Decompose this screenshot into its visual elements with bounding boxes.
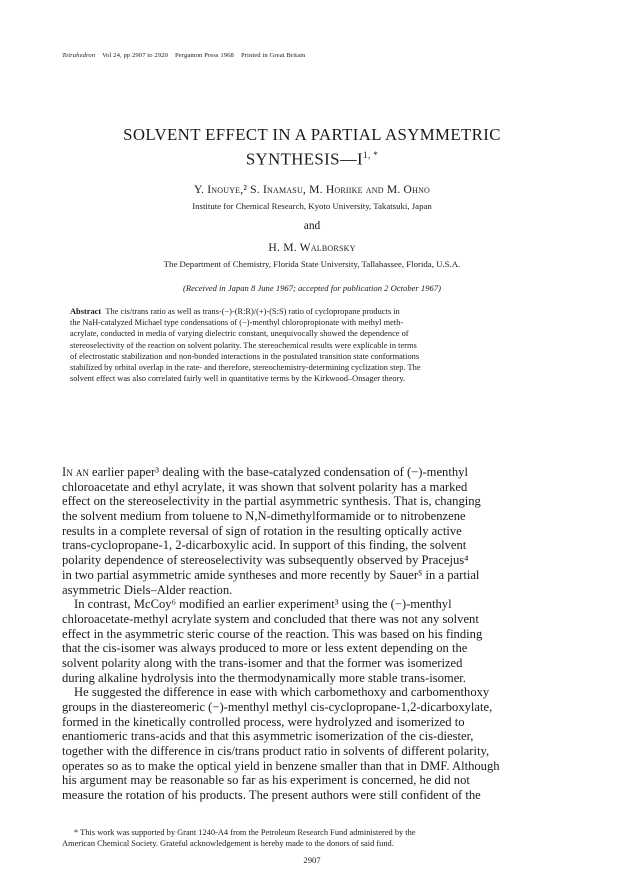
author-list-1: Y. Inouye,² S. Inamasu, M. Horiike and M. Ohno — [193, 183, 431, 196]
body-line: in two partial asymmetric amide syntheses and more recently by Sauer⁵ in a partial — [62, 567, 480, 582]
body-line: In contrast, McCoy⁶ modified an earlier experiment³ using the (−)-menthyl — [74, 597, 452, 612]
abstract-line-text: The cis/trans ratio as well as trans-(−)-(R:R)/(+)-(S:S) ratio of cyclopropane products in — [105, 307, 400, 316]
body-line: chloroacetate and ethyl acrylate, it was shown that solvent polarity has a marked — [62, 479, 468, 494]
body-line: polarity dependence of stereoselectivity was subsequently observed by Pracejus⁴ — [62, 553, 469, 568]
body-line: his argument may be reasonable so far as his experiment is concerned, he did not — [62, 773, 470, 788]
title-line-1: SOLVENT EFFECT IN A PARTIAL ASYMMETRIC — [123, 125, 501, 144]
title-line-2 — [60, 145, 564, 170]
abstract-line: acrylate, conducted in media of varying dielectric constant, unequivocally showed the dependence of — [70, 329, 409, 339]
body-line: enantiomeric trans-acids and that this asymmetric isomerization of the cis-diester, — [62, 729, 474, 744]
affiliation-1: Institute for Chemical Research, Kyoto University, Takatsuki, Japan — [192, 201, 432, 211]
journal-header — [62, 52, 562, 59]
body-line — [62, 465, 564, 480]
journal-printed: Printed in Great Britain — [240, 52, 306, 59]
body-line: during alkaline hydrolysis into the thermodynamically more stable trans-isomer. — [62, 670, 466, 685]
journal-publisher: Pergamon Press 1968 — [175, 52, 234, 59]
page-number: 2907 — [303, 855, 321, 865]
abstract-label: Abstract — [70, 307, 102, 316]
footnote-line: * This work was supported by Grant 1240-A4 from the Petroleum Research Fund administered by the — [74, 828, 416, 837]
journal-volume: Vol 24, pp 2907 to 2920 — [102, 52, 169, 59]
body-line: solvent polarity along with the trans-isomer and that the former was isomerized — [62, 655, 463, 670]
received-dates: (Received in Japan 8 June 1967; accepted for publication 2 October 1967) — [183, 283, 441, 293]
body-line: chloroacetate-methyl acrylate system and concluded that there was not any solvent — [62, 611, 479, 626]
author-list-2: H. M. Walborsky — [268, 241, 356, 254]
article-title — [60, 124, 564, 170]
body-line: operates so as to make the optical yield in benzene smaller than that in DMF. Although — [62, 758, 500, 773]
body-line: together with the difference in cis/trans product ratio in solvents of different polarity, — [62, 744, 490, 759]
body-line: trans-cyclopropane-1, 2-dicarboxylic acid. In support of this finding, the solvent — [62, 538, 467, 553]
title-footnote-mark: 1, * — [363, 150, 379, 160]
footnote-line: American Chemical Society. Grateful acknowledgement is hereby made to the donors of said fund. — [62, 839, 394, 848]
body-lead-caps: In an — [62, 465, 89, 479]
journal-name: Tetrahedron — [62, 52, 96, 59]
affiliation-2: The Department of Chemistry, Florida State University, Tallahassee, Florida, U.S.A. — [163, 259, 461, 269]
body-line: effect on the stereoselectivity in the partial asymmetric synthesis. That is, changing — [62, 494, 481, 509]
abstract-line: the NaH-catalyzed Michael type condensations of (−)-menthyl chloropropionate with methyl meth- — [70, 318, 404, 328]
title-line-2-text: SYNTHESIS—I — [245, 149, 364, 169]
abstract-line — [70, 306, 554, 317]
body-line: formed in the kinetically controlled process, were hydrolyzed and isomerized to — [62, 714, 465, 729]
article-body — [62, 465, 564, 803]
abstract-line: of electrostatic stabilization and non-bonded interactions in the postulated transition state conformations — [70, 351, 420, 361]
body-line: He suggested the difference in ease with which carbomethoxy and carbomenthoxy — [74, 685, 490, 700]
body-line: groups in the diastereomeric (−)-menthyl methyl cis-cyclopropane-1,2-dicarboxylate, — [62, 700, 493, 714]
abstract-line: solvent effect was also correlated fairly well in quantitative terms by the Kirkwood–Onsager theory. — [70, 374, 406, 384]
body-line: results in a complete reversal of sign of rotation in the resulting optically active — [62, 523, 462, 538]
abstract-line: stereoselectivity of the reaction on solvent polarity. The stereochemical results were explicable in terms — [70, 340, 417, 350]
body-line: the solvent medium from toluene to N,N-dimethylformamide or to nitrobenzene — [62, 509, 466, 524]
abstract — [70, 306, 554, 384]
body-line: measure the rotation of his products. The present authors were still confident of the — [62, 788, 481, 803]
author-conjunction: and — [303, 220, 321, 232]
body-line: effect in the asymmetric steric course of the reaction. This was based on his finding — [62, 626, 483, 641]
footnote — [62, 827, 562, 849]
body-line: asymmetric Diels–Alder reaction. — [62, 582, 233, 597]
body-line-text: earlier paper³ dealing with the base-catalyzed condensation of (−)-menthyl — [92, 465, 468, 479]
body-line: that the cis-isomer was always produced to more or less extent depending on the — [62, 641, 468, 656]
abstract-line: stabilized by orbital overlap in the rate- and therefore, stereochemistry-determining cyclization step. The — [70, 362, 421, 372]
